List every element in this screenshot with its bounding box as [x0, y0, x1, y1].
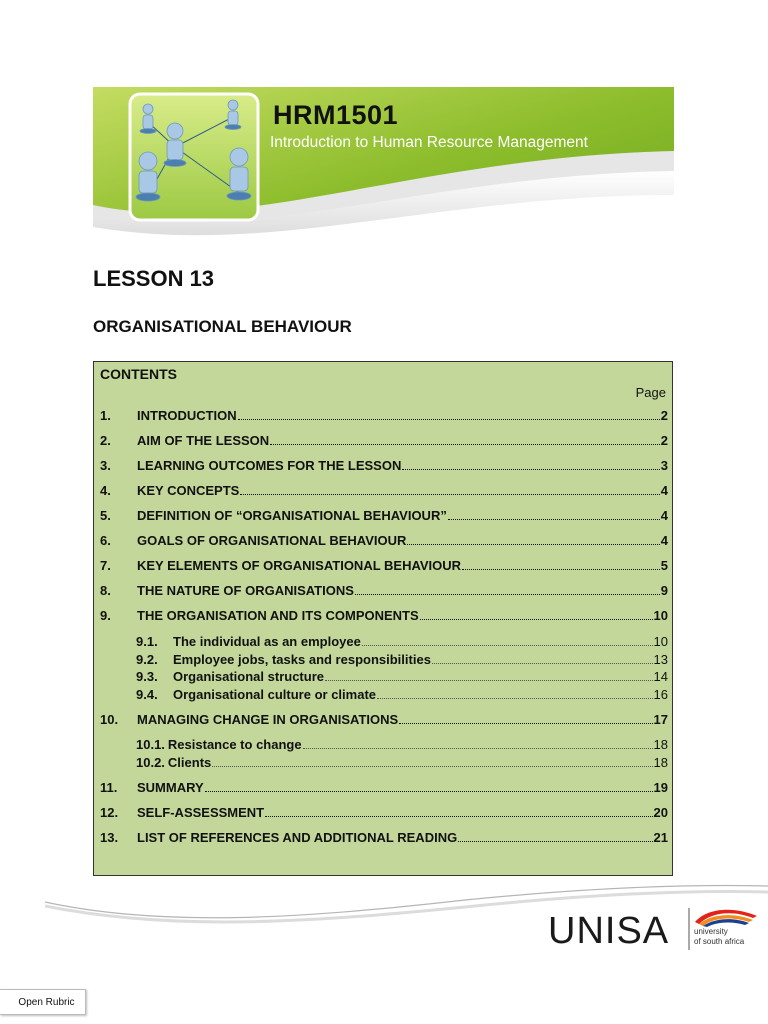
toc-entry	[100, 508, 668, 523]
toc-title: DEFINITION OF “ORGANISATIONAL BEHAVIOUR”	[137, 508, 447, 523]
logo-divider	[686, 908, 692, 950]
toc-leader-dots	[448, 519, 660, 520]
toc-title: Resistance to change	[167, 737, 302, 752]
toc-title: AIM OF THE LESSON	[137, 433, 270, 448]
toc-entry	[100, 408, 668, 423]
toc-leader-dots	[458, 841, 652, 842]
toc-title: LIST OF REFERENCES AND ADDITIONAL READING	[137, 830, 458, 845]
toc-number: 2.	[100, 433, 111, 448]
toc-number: 10.1.	[136, 737, 165, 752]
toc-leader-dots	[265, 816, 652, 817]
tagline-line-2: of south africa	[694, 937, 745, 946]
toc-page-number: 20	[653, 805, 668, 820]
toc-page-number: 2	[660, 408, 668, 423]
toc-page-number: 5	[660, 558, 668, 573]
unisa-emblem-icon	[693, 906, 759, 928]
toc-title: The individual as an employee	[173, 634, 361, 649]
toc-leader-dots	[270, 444, 660, 445]
toc-leader-dots	[355, 594, 660, 595]
toc-page-number: 3	[660, 458, 668, 473]
toc-page-number: 19	[653, 780, 668, 795]
toc-leader-dots	[240, 494, 659, 495]
toc-entry	[100, 558, 668, 573]
toc-subentry	[136, 755, 668, 770]
toc-leader-dots	[238, 419, 660, 420]
toc-title: THE ORGANISATION AND ITS COMPONENTS	[137, 608, 419, 623]
toc-number: 5.	[100, 508, 111, 523]
lesson-subtitle: ORGANISATIONAL BEHAVIOUR	[93, 317, 352, 336]
toc-title: Clients	[167, 755, 212, 770]
toc-number: 12.	[100, 805, 119, 820]
toc-leader-dots	[325, 680, 653, 681]
toc-title: Organisational culture or climate	[173, 687, 376, 702]
toc-number: 10.2.	[136, 755, 165, 770]
toc-leader-dots	[420, 619, 653, 620]
toc-page-number: 13	[653, 652, 668, 667]
toc-page-number: 9	[660, 583, 668, 598]
toc-page-number: 10	[653, 608, 668, 623]
toc-number: 4.	[100, 483, 111, 498]
toc-page-number: 18	[653, 737, 668, 752]
toc-page-number: 21	[653, 830, 668, 845]
toc-page-number: 10	[653, 634, 668, 649]
course-code: HRM1501	[273, 100, 399, 130]
contents-heading: CONTENTS	[100, 366, 177, 382]
toc-entry	[100, 583, 668, 598]
toc-title: SELF-ASSESSMENT	[137, 805, 265, 820]
toc-title: GOALS OF ORGANISATIONAL BEHAVIOUR	[137, 533, 407, 548]
toc-leader-dots	[432, 663, 653, 664]
toc-leader-dots	[399, 723, 652, 724]
toc-leader-dots	[402, 469, 659, 470]
toc-entry	[100, 780, 668, 795]
contents-box	[93, 361, 673, 876]
toc-subentry	[136, 634, 668, 649]
toc-subentry	[136, 652, 668, 667]
toc-subentry	[136, 687, 668, 702]
toc-title: Employee jobs, tasks and responsibilities	[173, 652, 431, 667]
toc-entry	[100, 458, 668, 473]
toc-title: SUMMARY	[137, 780, 204, 795]
toc-leader-dots	[303, 748, 653, 749]
toc-page-number: 4	[660, 533, 668, 548]
toc-entry	[100, 483, 668, 498]
toc-leader-dots	[362, 645, 653, 646]
tagline-line-1: university	[694, 927, 728, 936]
open-rubric-button[interactable]: Open Rubric	[0, 989, 86, 1015]
toc-number: 8.	[100, 583, 111, 598]
toc-number: 6.	[100, 533, 111, 548]
toc-entry	[100, 608, 668, 623]
unisa-logo-wordmark: UNISA	[548, 910, 670, 952]
toc-title: INTRODUCTION	[137, 408, 237, 423]
toc-entry	[100, 805, 668, 820]
toc-leader-dots	[205, 791, 653, 792]
toc-number: 13.	[100, 830, 119, 845]
toc-leader-dots	[407, 544, 659, 545]
toc-title: KEY ELEMENTS OF ORGANISATIONAL BEHAVIOUR	[137, 558, 462, 573]
toc-page-number: 16	[653, 687, 668, 702]
toc-entry	[100, 433, 668, 448]
lesson-title: LESSON 13	[93, 266, 215, 291]
toc-entry	[100, 830, 668, 845]
toc-number: 1.	[100, 408, 111, 423]
toc-entry	[100, 712, 668, 727]
toc-leader-dots	[462, 569, 660, 570]
toc-entry	[100, 533, 668, 548]
toc-page-number: 17	[653, 712, 668, 727]
toc-number: 9.1.	[136, 634, 158, 649]
toc-page-number: 4	[660, 483, 668, 498]
toc-page-number: 2	[660, 433, 668, 448]
toc-title: Organisational structure	[173, 669, 324, 684]
course-title: Introduction to Human Resource Management	[270, 134, 588, 151]
toc-number: 9.	[100, 608, 111, 623]
toc-number: 9.2.	[136, 652, 158, 667]
toc-number: 7.	[100, 558, 111, 573]
toc-page-number: 18	[653, 755, 668, 770]
toc-number: 9.3.	[136, 669, 158, 684]
toc-number: 9.4.	[136, 687, 158, 702]
toc-number: 10.	[100, 712, 119, 727]
toc-number: 3.	[100, 458, 111, 473]
toc-title: LEARNING OUTCOMES FOR THE LESSON	[137, 458, 402, 473]
toc-subentry	[136, 669, 668, 684]
toc-page-number: 14	[653, 669, 668, 684]
toc-leader-dots	[212, 766, 652, 767]
toc-number: 11.	[100, 780, 118, 795]
unisa-logo-tagline	[694, 927, 744, 947]
toc-subentry	[136, 737, 668, 752]
page-column-label: Page	[635, 385, 666, 400]
toc-leader-dots	[377, 698, 653, 699]
toc-title: THE NATURE OF ORGANISATIONS	[137, 583, 354, 598]
toc-page-number: 4	[660, 508, 668, 523]
toc-title: MANAGING CHANGE IN ORGANISATIONS	[137, 712, 399, 727]
toc-title: KEY CONCEPTS	[137, 483, 240, 498]
